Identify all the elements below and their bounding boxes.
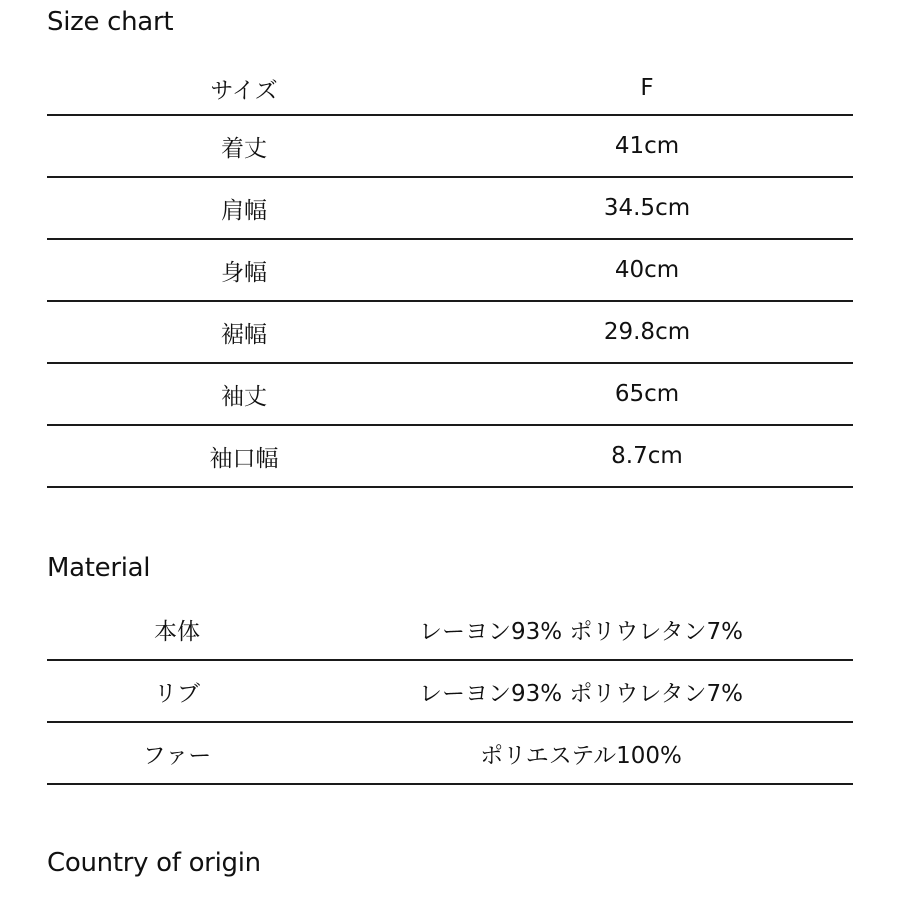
size-header-label: サイズ	[210, 77, 278, 104]
size-row-label: 身幅	[221, 259, 267, 286]
material-row-value: ポリエステル100%	[480, 742, 682, 769]
table-row	[47, 661, 853, 723]
material-table	[47, 599, 853, 785]
size-row-label: 着丈	[221, 135, 267, 162]
size-row-value: 8.7cm	[611, 443, 683, 469]
material-row-value: レーヨン93% ポリウレタン7%	[419, 618, 743, 645]
size-row-label: 裾幅	[221, 321, 267, 348]
size-row-value: 65cm	[614, 381, 680, 407]
material-title: Material	[47, 553, 151, 583]
material-row-label: 本体	[154, 618, 200, 645]
size-row-label: 袖丈	[221, 383, 267, 410]
table-row	[47, 599, 853, 661]
size-chart-header-row	[47, 62, 853, 116]
material-row-label: ファー	[142, 742, 212, 769]
size-row-label: 肩幅	[221, 197, 267, 224]
size-chart-title: Size chart	[47, 7, 174, 37]
material-row-label: リブ	[154, 680, 200, 707]
size-row-value: 40cm	[614, 257, 680, 283]
size-row-value: 29.8cm	[603, 319, 691, 345]
size-row-label: 袖口幅	[209, 445, 279, 472]
table-row	[47, 116, 853, 178]
table-row	[47, 723, 853, 785]
size-chart-table	[47, 62, 853, 488]
size-row-value: 41cm	[614, 133, 680, 159]
material-row-value: レーヨン93% ポリウレタン7%	[419, 680, 743, 707]
table-row	[47, 302, 853, 364]
table-row	[47, 178, 853, 240]
size-row-value: 34.5cm	[603, 195, 691, 221]
size-header-value: F	[640, 75, 654, 101]
table-row	[47, 240, 853, 302]
table-row	[47, 426, 853, 488]
country-of-origin-title: Country of origin	[47, 848, 261, 878]
table-row	[47, 364, 853, 426]
